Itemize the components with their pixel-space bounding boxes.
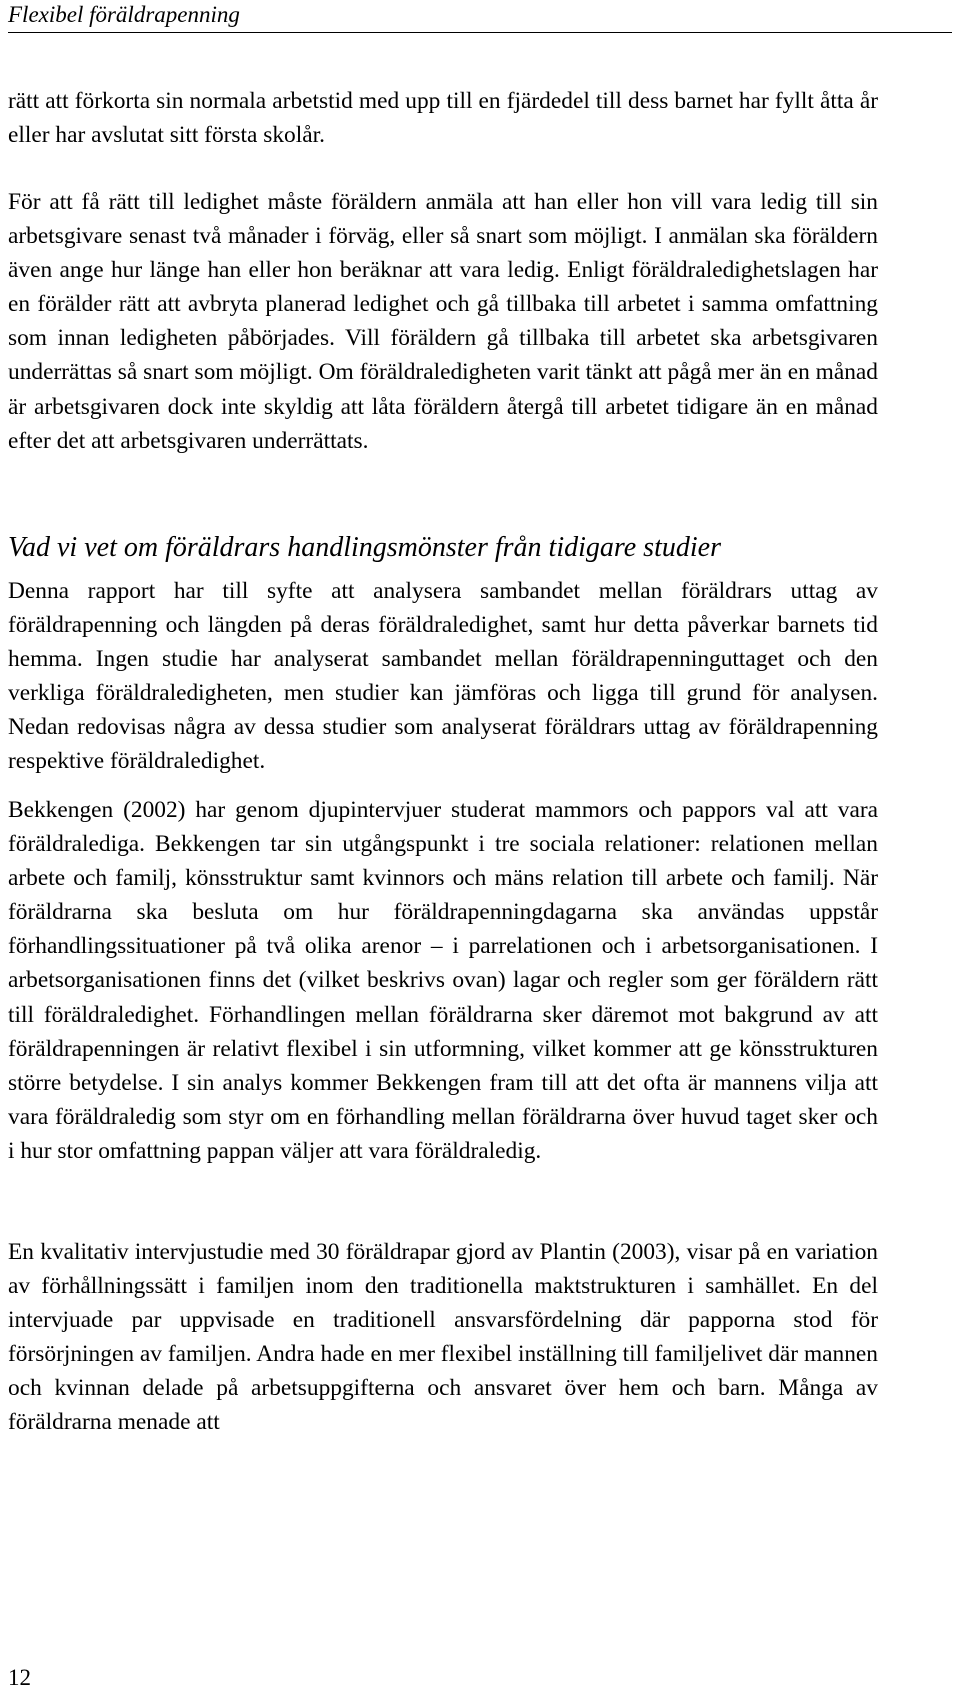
paragraph: En kvalitativ intervjustudie med 30 föräldrapar gjord av Plantin (2003), visar på en variation av förhållningssätt i familjen inom den traditionella maktstrukturen i samhället. En del intervjuade par uppvisade en traditionell ansvarsfördelning där papporna stod för försörjningen av familjen. Andra hade en mer flexibel inställning till familjelivet där mannen och kvinnan delade på arbetsuppgifterna och ansvaret över hem och barn. Många av föräldrarna menade att bbox=[8, 1239, 878, 1436]
intro-paragraph-1 bbox=[8, 84, 878, 152]
running-header: Flexibel föräldrapenning bbox=[8, 2, 240, 27]
section-paragraph-3 bbox=[8, 1235, 878, 1440]
section-paragraph-1 bbox=[8, 574, 878, 779]
paragraph: rätt att förkorta sin normala arbetstid med upp till en fjärdedel till dess barnet har fyllt åtta år eller har avslutat sitt första skolår. bbox=[8, 88, 878, 149]
paragraph: Denna rapport har till syfte att analysera sambandet mellan föräldrars uttag av föräldrapenning och längden på deras föräldraledighet, samt hur detta påverkar barnets tid hemma. Ingen studie har analyserat sambandet mellan föräldrapenninguttaget och den verkliga föräldraledigheten, men studier kan jämföras och ligga till grund för analysen. Nedan redovisas några av dessa studier som analyserat föräldrars uttag av föräldrapenning respektive föräldraledighet. bbox=[8, 578, 878, 775]
section-paragraph-2 bbox=[8, 793, 878, 1168]
page-number: 12 bbox=[8, 1665, 31, 1690]
paragraph: För att få rätt till ledighet måste föräldern anmäla att han eller hon vill vara ledig till sin arbetsgivare senast två månader i förväg, eller så snart som möjligt. I anmälan ska föräldern även ange hur länge han eller hon beräknar att vara ledig. Enligt föräldraledighetslagen har en förälder rätt att avbryta planerad ledighet och gå tillbaka till arbetet i samma omfattning som innan ledigheten påbörjades. Vill föräldern gå tillbaka till arbetet ska arbetsgivaren underrättas så snart som möjligt. Om föräldraledigheten varit tänkt att pågå mer än en månad är arbetsgivaren dock inte skyldig att låta föräldern återgå till arbetet tidigare än en månad efter det att arbetsgivaren underrättats. bbox=[8, 189, 878, 454]
paragraph: Bekkengen (2002) har genom djupintervjuer studerat mammors och pappors val att vara föräldralediga. Bekkengen tar sin utgångspunkt i tre sociala relationer: relationen mellan arbete och familj, könsstruktur samt kvinnors och mäns relation till arbete och familj. När föräldrarna ska besluta om hur föräldrapenningdagarna ska användas uppstår förhandlingssituationer på två olika arenor – i parrelationen och i arbetsorganisationen. I arbetsorganisationen finns det (vilket beskrivs ovan) lagar och regler som ger föräldern rätt till föräldraledighet. Förhandlingen mellan föräldrarna sker däremot mot bakgrund av att föräldrapenningen är relativt flexibel i sin utformning, vilket kommer att ge könsstrukturen större betydelse. I sin analys kommer Bekkengen fram till att det ofta är mannens vilja att vara föräldraledig som styr om en förhandling mellan föräldrarna över huvud taget sker och i hur stor omfattning pappan väljer att vara föräldraledig. bbox=[8, 797, 878, 1164]
section-heading: Vad vi vet om föräldrars handlingsmönster från tidigare studier bbox=[8, 532, 721, 563]
header-rule bbox=[8, 32, 952, 33]
intro-paragraph-2 bbox=[8, 185, 878, 458]
